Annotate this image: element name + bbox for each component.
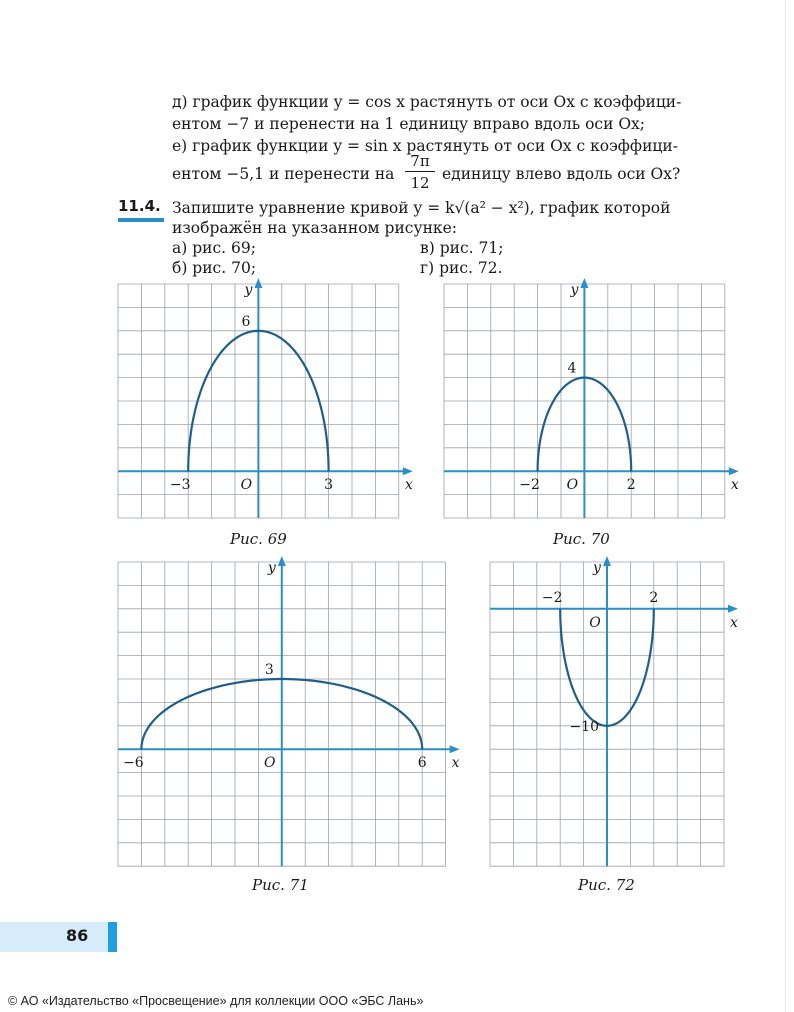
page-number-tab [0, 922, 112, 952]
caption-70: Рис. 70 [553, 530, 610, 548]
fraction-numerator: 7π [410, 152, 430, 170]
x-axis-label: x [730, 614, 738, 631]
origin-label: O [264, 755, 276, 772]
fraction-denominator: 12 [410, 174, 430, 192]
x-axis-arrow [403, 467, 413, 475]
tick-label-pos: 6 [417, 755, 427, 772]
figure-71 [118, 560, 460, 866]
peak-value-label: −10 [569, 718, 599, 735]
page-number-accent [108, 922, 117, 952]
page-edge [785, 0, 786, 1012]
y-axis-label: y [593, 560, 601, 576]
x-axis-arrow [728, 605, 738, 613]
tick-label-neg: −2 [519, 477, 540, 494]
tick-label-neg: −3 [169, 477, 191, 494]
x-axis-label: x [730, 477, 739, 494]
text-line-3: е) график функции y = sin x растянуть от оси Ox с коэффици- [172, 137, 678, 155]
y-axis-label: y [244, 282, 253, 298]
option-a: а) рис. 69; [172, 239, 256, 257]
peak-value-label: 4 [567, 360, 577, 377]
tick-label-pos: 2 [649, 589, 659, 606]
x-axis-arrow [729, 467, 739, 475]
task-number: 11.4. [118, 197, 161, 215]
caption-72: Рис. 72 [578, 876, 635, 894]
tick-label-neg: −2 [541, 589, 563, 606]
origin-label: O [589, 614, 601, 631]
page-number: 86 [66, 926, 89, 945]
text-line-2: ентом −7 и перенести на 1 единицу вправо вдоль оси Ox; [172, 115, 646, 133]
text-line-1: д) график функции y = cos x растянуть от оси Ox с коэффици- [172, 93, 682, 111]
tick-label-neg: −6 [123, 755, 144, 772]
y-axis-label: y [570, 282, 579, 298]
tick-label-pos: 2 [626, 477, 636, 494]
option-b: б) рис. 70; [172, 259, 257, 277]
caption-69: Рис. 69 [230, 530, 287, 548]
figure-69 [118, 282, 413, 522]
x-axis-label: x [451, 755, 460, 772]
y-axis-arrow [580, 278, 588, 288]
task-line-1: Запишите уравнение кривой y = k√(a² − x²), график которой [172, 199, 671, 217]
text-line-4a: ентом −5,1 и перенести на [172, 165, 395, 183]
option-g: г) рис. 72. [420, 259, 503, 277]
figure-70 [444, 282, 739, 522]
origin-label: O [240, 477, 253, 494]
y-axis-label: y [267, 560, 276, 576]
y-axis-arrow [603, 556, 611, 566]
copyright-notice: © АО «Издательство «Просвещение» для коллекции ООО «ЭБС Лань» [8, 994, 424, 1008]
origin-label: O [566, 477, 579, 494]
text-line-4b: единицу влево вдоль оси Ox? [442, 165, 681, 183]
x-axis-arrow [450, 745, 460, 753]
task-line-2: изображён на указанном рисунке: [172, 219, 457, 237]
y-axis-arrow [278, 556, 286, 566]
tick-label-pos: 3 [324, 477, 334, 494]
fraction-bar [405, 171, 435, 172]
y-axis-arrow [254, 278, 262, 288]
caption-71: Рис. 71 [252, 876, 309, 894]
option-v: в) рис. 71; [420, 239, 504, 257]
figure-72 [490, 560, 738, 866]
peak-value-label: 6 [241, 313, 251, 330]
peak-value-label: 3 [264, 662, 274, 678]
x-axis-label: x [404, 477, 413, 494]
task-number-underline [118, 218, 164, 222]
